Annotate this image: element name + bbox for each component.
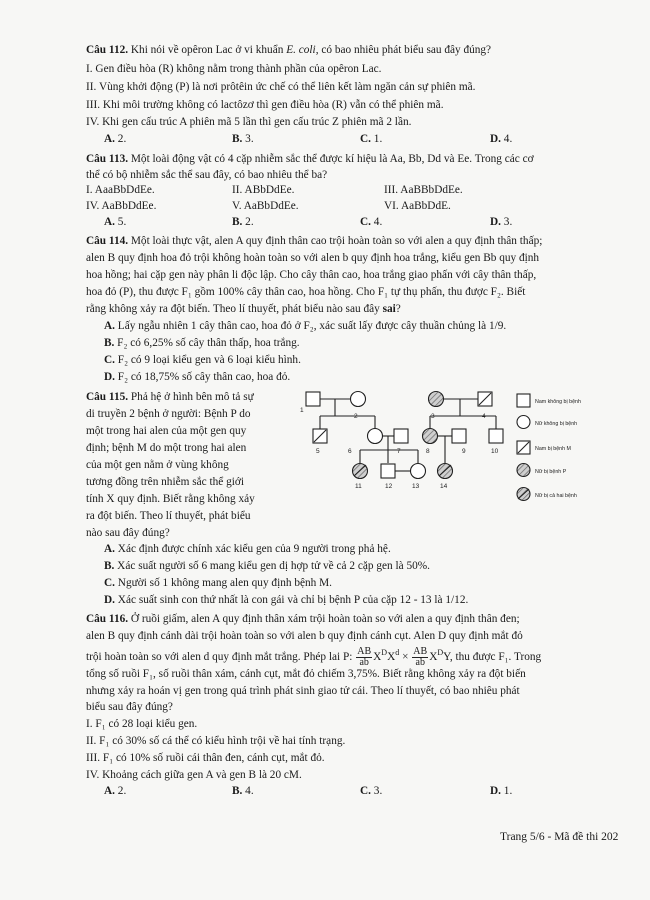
q116-line-5: nhưng xảy ra hoán vị gen trong quá trình phát sinh giao tử cái. Theo lí thuyết, có bao nhiêu phát (86, 685, 520, 697)
q113-genotype-4: IV. AaBbDdEe. (86, 200, 157, 212)
pedigree-number-5: 5 (316, 448, 320, 455)
pedigree-number-2: 2 (354, 413, 358, 420)
q112-option-c[interactable]: C. 1. (360, 133, 383, 145)
q115-line-7: tính X quy định. Biết rằng không xảy (86, 493, 255, 505)
q114-l1: Một loài thực vật, alen A quy định thân cao trội hoàn toàn so với alen a quy định thân thấp; (128, 235, 543, 247)
q115-option-a[interactable]: A. Xác định được chính xác kiểu gen của 9 người trong phả hệ. (104, 543, 391, 555)
legend-label-1: Nam không bị bệnh (535, 399, 581, 405)
q116-fraction-1: $\frac{AB}{ab}$ (357, 645, 372, 668)
q113-option-d[interactable]: D. 3. (490, 216, 513, 228)
pedigree-legend (517, 394, 530, 501)
q114-line-4: hoa đỏ (P), thu được F₁ gồm 100% cây thân cao, hoa hồng. Cho F₁ tự thụ phấn, thu được F₂. Biết (86, 286, 526, 298)
q113-stem-text: Một loài động vật có 4 cặp nhiễm sắc thể được kí hiệu là Aa, Bb, Dd và Ee. Trong các cơ (128, 153, 534, 165)
q116-fraction-2: $\frac{AB}{ab}$ (413, 645, 428, 668)
q112-option-a[interactable]: A. 2. (104, 133, 127, 145)
pedigree-number-8: 8 (426, 448, 430, 455)
q112-statement-1: I. Gen điều hòa (R) không nằm trong thành phần của opêron Lac. (86, 63, 382, 75)
q114-option-a[interactable]: A. Lấy ngẫu nhiên 1 cây thân cao, hoa đỏ ở F₂, xác suất lấy được cây thuần chủng là 1/9. (104, 320, 507, 332)
q116-statement-2: II. F₁ có 30% số cá thể có kiểu hình trội về hai tính trạng. (86, 735, 346, 747)
q114-option-d[interactable]: D. F₂ có 18,75% số cây thân cao, hoa đỏ. (104, 371, 291, 383)
q113-option-a[interactable]: A. 5. (104, 216, 127, 228)
pedigree-chart (300, 388, 610, 518)
q112-option-d[interactable]: D. 4. (490, 133, 513, 145)
q113-genotype-3: III. AaBBbDdEe. (384, 184, 463, 196)
q116-line-1: Câu 116. Ở ruồi giấm, alen A quy định thân xám trội hoàn toàn so với alen a quy định thân đen; (86, 613, 520, 625)
page-footer: Trang 5/6 - Mã đề thi 202 (500, 831, 619, 843)
q113-option-c[interactable]: C. 4. (360, 216, 383, 228)
pedigree-male-12 (381, 464, 395, 478)
q113-option-b[interactable]: B. 2. (232, 216, 254, 228)
legend-label-5: Nữ bị cả hai bệnh (535, 493, 577, 499)
q112-ecoli: E. coli (286, 44, 316, 56)
q113-genotype-5: V. AaBbDdEe. (232, 200, 299, 212)
legend-label-2: Nữ không bị bệnh (535, 421, 578, 427)
pedigree-number-3: 3 (431, 413, 435, 420)
q114-line-1 (86, 234, 542, 249)
pedigree-number-1: 1 (300, 407, 304, 414)
q112-stem-a: Khi nói về opêron Lac ở vi khuẩn (128, 44, 287, 56)
q113-label: Câu 113. (86, 153, 129, 165)
pedigree-male-7 (394, 429, 408, 443)
q115-line-9: nào sau đây đúng? (86, 527, 170, 539)
q114-line-3: hoa hồng; hai cặp gen này phân li độc lập. Cho cây thân cao, hoa trắng giao phấn với cây thân thấp, (86, 269, 537, 281)
pedigree-number-11: 11 (355, 483, 362, 490)
pedigree-male-9 (452, 429, 466, 443)
pedigree-male-1 (306, 392, 320, 406)
q112-stem-b: , có bao nhiêu phát biểu sau đây đúng? (315, 44, 492, 56)
pedigree-number-9: 9 (462, 448, 466, 455)
pedigree-male-10 (489, 429, 503, 443)
q114-label: Câu 114. (86, 235, 129, 247)
q116-statement-1: I. F₁ có 28 loại kiểu gen. (86, 718, 198, 730)
pedigree-number-6: 6 (348, 448, 352, 455)
pedigree-number-12: 12 (385, 483, 393, 490)
pedigree-female-2 (351, 392, 366, 407)
pedigree-number-14: 14 (440, 483, 448, 490)
q116-statement-3: III. F₁ có 10% số ruồi cái thân đen, cánh cụt, mắt đỏ. (86, 752, 325, 764)
q113-stem-2: thể có bộ nhiễm sắc thể sau đây, có bao nhiêu thể ba? (86, 169, 328, 181)
q115-option-d[interactable]: D. Xác suất sinh con thứ nhất là con gái và chỉ bị bệnh P của cặp 12 - 13 là 1/12. (104, 594, 469, 606)
q112-statement-2: II. Vùng khởi động (P) là nơi prôtêin ức chế có thể liên kết làm ngăn cản sự phiên mã. (86, 81, 476, 93)
pedigree-number-4: 4 (482, 413, 486, 420)
pedigree-number-10: 10 (491, 448, 499, 455)
q115-line-4: định; bệnh M do một trong hai alen (86, 442, 247, 454)
q115-line-1: Câu 115. Phả hệ ở hình bên mô tả sự (86, 391, 254, 403)
q115-line-6: tương đồng trên nhiễm sắc thể giới (86, 476, 244, 488)
q114-line-2: alen B quy định hoa đỏ trội không hoàn toàn so với alen b quy định hoa trắng, kiểu gen Bb quy định (86, 252, 540, 264)
q116-statement-4: IV. Khoảng cách giữa gen A và gen B là 20 cM. (86, 769, 302, 781)
pedigree-number-7: 7 (397, 448, 401, 455)
q114-sai: sai (382, 303, 396, 315)
q115-line-2: di truyền 2 bệnh ở người: Bệnh P do (86, 408, 251, 420)
q115-line-5: của một gen nằm ở vùng không (86, 459, 229, 471)
legend-female-p-icon (517, 464, 530, 477)
pedigree-number-13: 13 (412, 483, 420, 490)
q115-line-8: ra đột biến. Theo lí thuyết, phát biểu (86, 510, 251, 522)
pedigree-numbers (300, 407, 499, 490)
pedigree-female-13 (411, 464, 426, 479)
q113-genotype-6: VI. AaBbDdE. (384, 200, 451, 212)
q112-statement-4: IV. Khi gen cấu trúc A phiên mã 5 lần thì gen cấu trúc Z phiên mã 2 lần. (86, 116, 412, 128)
q114-option-c[interactable]: C. F₂ có 9 loại kiểu gen và 6 loại kiểu hình. (104, 354, 301, 366)
q115-line-3: một trong hai alen của một gen quy (86, 425, 247, 437)
q114-option-b[interactable]: B. F₂ có 6,25% số cây thân thấp, hoa trắng. (104, 337, 300, 349)
q116-option-c[interactable]: C. 3. (360, 785, 383, 797)
q116-line-2: alen B quy định cánh dài trội hoàn toàn so với alen b quy định cánh cụt. Alen D quy định mắt đỏ (86, 630, 523, 642)
legend-label-4: Nữ bị bệnh P (535, 469, 567, 475)
legend-male-healthy-icon (517, 394, 530, 407)
q116-line-3: trội hoàn toàn so với alen d quy định mắt trắng. Phép lai P: $\frac{AB}{ab}$ $X^DX^d$ × $\frac{AB}{ab}$ $X^DY$, thu được F₁. Trong (86, 645, 542, 668)
q116-line-4: tổng số ruồi F₁, số ruồi thân xám, cánh cụt, mắt đỏ chiếm 3,75%. Biết rằng không xảy ra đột biến (86, 668, 526, 680)
q113-genotype-2: II. ABbDdEe. (232, 184, 295, 196)
q115-option-b[interactable]: B. Xác suất người số 6 mang kiểu gen dị hợp tử về cả 2 cặp gen là 50%. (104, 560, 430, 572)
legend-label-3: Nam bị bệnh M (535, 446, 571, 452)
q112-label: Câu 112. (86, 44, 129, 56)
q116-option-a[interactable]: A. 2. (104, 785, 127, 797)
q112-stem (86, 43, 491, 58)
q113-stem-1 (86, 152, 534, 167)
q115-label: Câu 115. (86, 391, 129, 403)
q116-option-b[interactable]: B. 4. (232, 785, 254, 797)
q114-line-5: rằng không xảy ra đột biến. Theo lí thuyết, phát biểu nào sau đây sai? (86, 303, 401, 315)
q113-genotype-1: I. AaaBbDdEe. (86, 184, 155, 196)
pedigree-female-6 (368, 429, 383, 444)
pedigree-female-3 (429, 392, 444, 407)
q112-statement-3: III. Khi môi trường không có lactôzơ thì gen điều hòa (R) vẫn có thể phiên mã. (86, 99, 444, 111)
pedigree-female-8 (423, 429, 438, 444)
q116-line-6: biểu sau đây đúng? (86, 701, 173, 713)
q116-label: Câu 116. (86, 613, 129, 625)
q116-option-d[interactable]: D. 1. (490, 785, 513, 797)
legend-female-healthy-icon (517, 416, 530, 429)
q112-option-b[interactable]: B. 3. (232, 133, 254, 145)
q115-option-c[interactable]: C. Người số 1 không mang alen quy định bệnh M. (104, 577, 332, 589)
